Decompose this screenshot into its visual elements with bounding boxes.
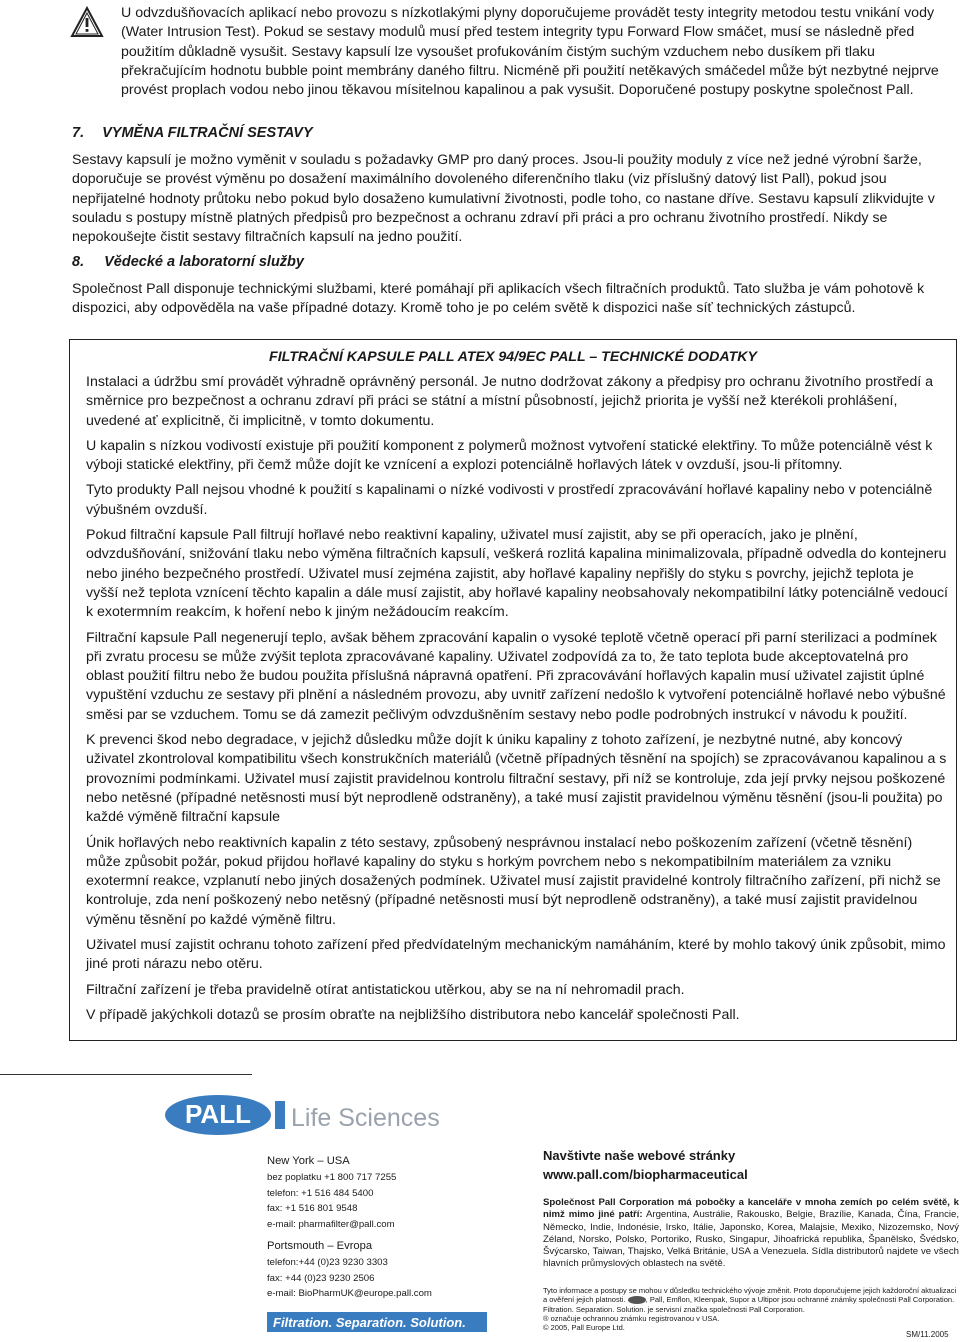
tagline-text: Filtration. Separation. Solution. xyxy=(273,1315,466,1330)
atex-addendum-box xyxy=(69,339,957,1041)
contact-city-portsmouth: Portsmouth – Evropa xyxy=(267,1240,373,1252)
legal-notes xyxy=(543,1286,959,1332)
document-code: SM/11.2005 xyxy=(906,1330,949,1339)
web-block xyxy=(543,1146,748,1184)
contact-line: telefon: +1 516 484 5400 xyxy=(267,1187,374,1199)
section-7-title: VYMĚNA FILTRAČNÍ SESTAVY xyxy=(102,125,313,141)
legal-note-4: © 2005, Pall Europe Ltd. xyxy=(543,1323,625,1333)
contact-block xyxy=(267,1153,432,1302)
section-8-text: Společnost Pall disponuje technickými službami, které pomáhají při aplikacích všech filtračních produktů. Tato služba je vám pohotově k dispozici, aby odpověděla na vaše případné dotazy. Kromě toho je po celém světě k dispozici naše síť technických zástupců. xyxy=(72,281,925,317)
footer-divider xyxy=(0,1074,252,1075)
web-title: Navštivte naše webové stránky xyxy=(543,1148,736,1163)
logo-pall-text: PALL xyxy=(185,1099,251,1129)
atex-box-body xyxy=(86,373,948,1031)
offices-bold-lead: Společnost Pall Corporation má pobočky a kanceláře v mnoha zemích po celém světě, k nimž mimo jiné patří: xyxy=(543,1197,959,1221)
atex-paragraph: K prevenci škod nebo degradace, v jejichž důsledku může dojít k úniku kapaliny z tohoto zařízení, je nezbytné nutné, aby koncový uživatel zkontroloval kompatibilitu všech konstrukčních materiálů (včetně případných těsnění na spojích) se zpracovávanou kapalinou a s provozními podmínkami. Uživatel musí zajistit pravidelnou kontrolu filtrační sestavy, při níž se kontroluje, zda její prvky nejsou poškozené nebo netěsné (případné netěsnosti musí být neprodleně odstraněny), a také musí zajistit pravidelnou výměnu těsnění (jsou-li použita) po každé výměně filtrační kapsule xyxy=(86,732,947,826)
offices-text xyxy=(543,1197,959,1271)
pall-life-sciences-logo xyxy=(163,1093,448,1137)
section-8-heading xyxy=(72,254,304,270)
atex-paragraph: Pokud filtrační kapsule Pall filtrují hořlavé nebo reaktivní kapaliny, uživatel musí zajistit, aby se při operacích, jako je plnění, odvzdušňování, snižování tlaku nebo výměna filtračních kapsulí, veškerá rozlitá kapalina minimalizovala, případně odvedla do kontejneru nebo jiného bezpečného prostředí. Uživatel musí zejména zajistit, aby hořlavé kapaliny nepřišly do styku s povrchy, jejichž teplota je vyšší než teplota vznícení těchto kapalin a dále musí zajistit, aby hořlavé kapaliny neobsahovaly nekompatibilní látky potenciálně vedoucí k exotermním reakcím, k hoření nebo k jiným nežádoucím reakcím. xyxy=(86,527,948,621)
atex-box-title: FILTRAČNÍ KAPSULE PALL ATEX 94/9EC PALL – TECHNICKÉ DODATKY xyxy=(269,349,757,365)
atex-paragraph: V případě jakýchkoli dotazů se prosím obraťte na nejbližšího distributora nebo kancelář společnosti Pall. xyxy=(86,1006,740,1023)
section-7-number: 7. xyxy=(72,125,85,141)
contact-line: fax: +1 516 801 9548 xyxy=(267,1203,358,1214)
warning-triangle-icon xyxy=(70,6,104,38)
atex-paragraph: Filtrační zařízení je třeba pravidelně otírat antistatickou utěrkou, aby se na ní nehromadil prach. xyxy=(86,981,685,998)
section-8-title: Vědecké a laboratorní služby xyxy=(104,254,304,270)
section-8-number: 8. xyxy=(72,254,85,270)
section-7-heading xyxy=(72,125,313,141)
contact-line: fax: +44 (0)23 9230 2506 xyxy=(267,1272,375,1284)
warning-text: U odvzdušňovacích aplikací nebo provozu s nízkotlakými plyny doporučujeme provádět testy integrity metodou testu vnikání vody (Water Intrusion Test). Pokud se sestavy modulů musí před testem integrity typu Forward Flow smáčet, musí se následně před použitím důkladně vysušit. Sestavy kapsulí lze vysoušet profukováním čistým suchým vzduchem nebo dusíkem při tlaku překračujícím hodnotu bubble point membrány daného filtru. Nicméně při použití netěkavých smáčedel může být nezbytné nejprve provést proplach vodou nebo jinou těkavou mísitelnou kapalinou a pak vysušit. Doporučené postupy poskytne společnost Pall. xyxy=(121,5,939,99)
legal-note-2: , Pall, Emflon, Kleenpak, Supor a Ultipor jsou ochranné známky společnosti Pall Corporation. Filtration. Separation. Solution. je servisní značka společnosti Pall Corporation. xyxy=(543,1295,955,1314)
section-7-text: Sestavy kapsulí je možno vyměnit v souladu s požadavky GMP pro daný proces. Jsou-li použity moduly z více než jedné výrobní šarže, doporučuje se provést výměnu po dosažení maximálního dovoleného diferenčního tlaku (viz příslušný datový list Pall), pokud jsou nepřijatelné hodnoty průtoku nebo pokud bylo dosaženo kumulativní životnosti, podle toho, co nastane dříve. Sestavu kapsulí zlikvidujte v souladu s postupy místně platných předpisů pro bezpečnost a ochranu zdraví při práci a pro ochranu životního prostředí. Nikdy se nepokoušejte čistit sestavy filtračních kapsulí na jedno použití. xyxy=(72,152,935,246)
atex-paragraph: Únik hořlavých nebo reaktivních kapalin z této sestavy, způsobený nesprávnou instalací nebo poškozením zařízení (včetně těsnění) může způsobit požár, pokud přijdou hořlavé kapaliny do styku s horkým povrchem nebo s nekompatibilním materiálem za vzniku exotermní reakce, vzplanutí nebo jiných dosažených podmínek. Uživatel musí zajistit pravidelné kontroly filtračního zařízení, při nichž se kontroluje, zda není poškozený nebo netěsný (případné netěsnosti musí být neprodleně odstraněny), a také musí zajistit pravidelnou výměnu těsnění po každé výměně filtru. xyxy=(86,834,941,928)
contact-line: bez poplatku +1 800 717 7255 xyxy=(267,1172,397,1183)
atex-paragraph: Tyto produkty Pall nejsou vhodné k použití s kapalinami o nízké vodivosti v prostředí zpracovávání hořlavé kapaliny nebo v potenciálně výbušném ovzduší. xyxy=(86,482,933,518)
contact-email-link[interactable]: e-mail: BioPharmUK@europe.pall.com xyxy=(267,1288,432,1299)
logo-life-sciences-text: Life Sciences xyxy=(291,1104,440,1132)
atex-paragraph: Uživatel musí zajistit ochranu tohoto zařízení před předvídatelným mechanickým namáháním, které by mohlo takový únik způsobit, mimo jiné proti nárazu nebo otěru. xyxy=(86,937,946,973)
pall-mini-logo-icon xyxy=(628,1296,646,1304)
contact-city-newyork: New York – USA xyxy=(267,1155,350,1167)
atex-paragraph: Filtrační kapsule Pall negenerují teplo, avšak během zpracování kapalin o vysoké teplotě včetně operací při parní sterilizaci a podmínek při zvratu procesu se může zvýšit teplota zpracovávané kapaliny. Uživatel zodpovídá za to, že tato teplota bude akceptovatelná pro oblast použití filtru nebo že budou použita příslušná nápravná opatření. Při zpracovávání hořlavých kapalin musí uživatel zajistit úplné vypuštění vzduchu ze sestavy při plnění a následném provozu, aby uvnitř zařízení nedošlo k vytvoření potenciálně hořlavé nebo výbušné směsi par se vzduchem. Tomu se dá zamezit pečlivým odvzdušněním sestavy nebo podle podrobných instrukcí v návodu k použití. xyxy=(86,629,946,723)
atex-paragraph: U kapalin s nízkou vodivostí existuje při použití komponent z polymerů možnost vytvoření statické elektřiny. To může potenciálně vést k výboji statické elektřiny, při čemž může dojít ke vznícení a explozi potenciálně hořlavých látek v ovzduší, jsou-li přítomny. xyxy=(86,437,933,474)
offices-country-list: Argentina, Austrálie, Rakousko, Belgie, Brazílie, Kanada, Čína, Francie, Německo, Indie, Indonésie, Irsko, Itálie, Japonsko, Korea, Malajsie, Mexiko, Nizozemsko, Nový Zéland, Norsko, Polsko, Portoriko, Rusko, Singapur, Jihoafrická republika, Španělsko, Švédsko, Švýcarsko, Taiwan, Thajsko, Velká Británie, USA a Venezuela. Sídla distributorů najdete ve všech hlavních průmyslových oblastech na světě. xyxy=(543,1209,959,1270)
contact-email-link[interactable]: e-mail: pharmafilter@pall.com xyxy=(267,1218,395,1230)
contact-line: telefon:+44 (0)23 9230 3303 xyxy=(267,1257,388,1268)
tagline-logo xyxy=(267,1310,487,1334)
atex-paragraph: Instalaci a údržbu smí provádět výhradně oprávněný personál. Je nutno dodržovat zákony a předpisy pro ochranu životního prostředí a směrnice pro bezpečnost a ochranu zdraví při práci se státní a místní působností, jejichž priorita je vyšší než kterékoli prohlášení, uvedené ať explicitně, či implicitně, v tomto dokumentu. xyxy=(86,374,934,429)
legal-note-1: Tyto informace a postupy se mohou v důsledku technického vývoje změnit. Proto doporučujeme jejich každoroční aktualizaci a ověření jejich platnosti. xyxy=(543,1286,957,1305)
legal-note-3: ® označuje ochrannou známku registrovanou v USA. xyxy=(543,1313,720,1323)
web-url-link[interactable]: www.pall.com/biopharmaceutical xyxy=(543,1167,748,1182)
